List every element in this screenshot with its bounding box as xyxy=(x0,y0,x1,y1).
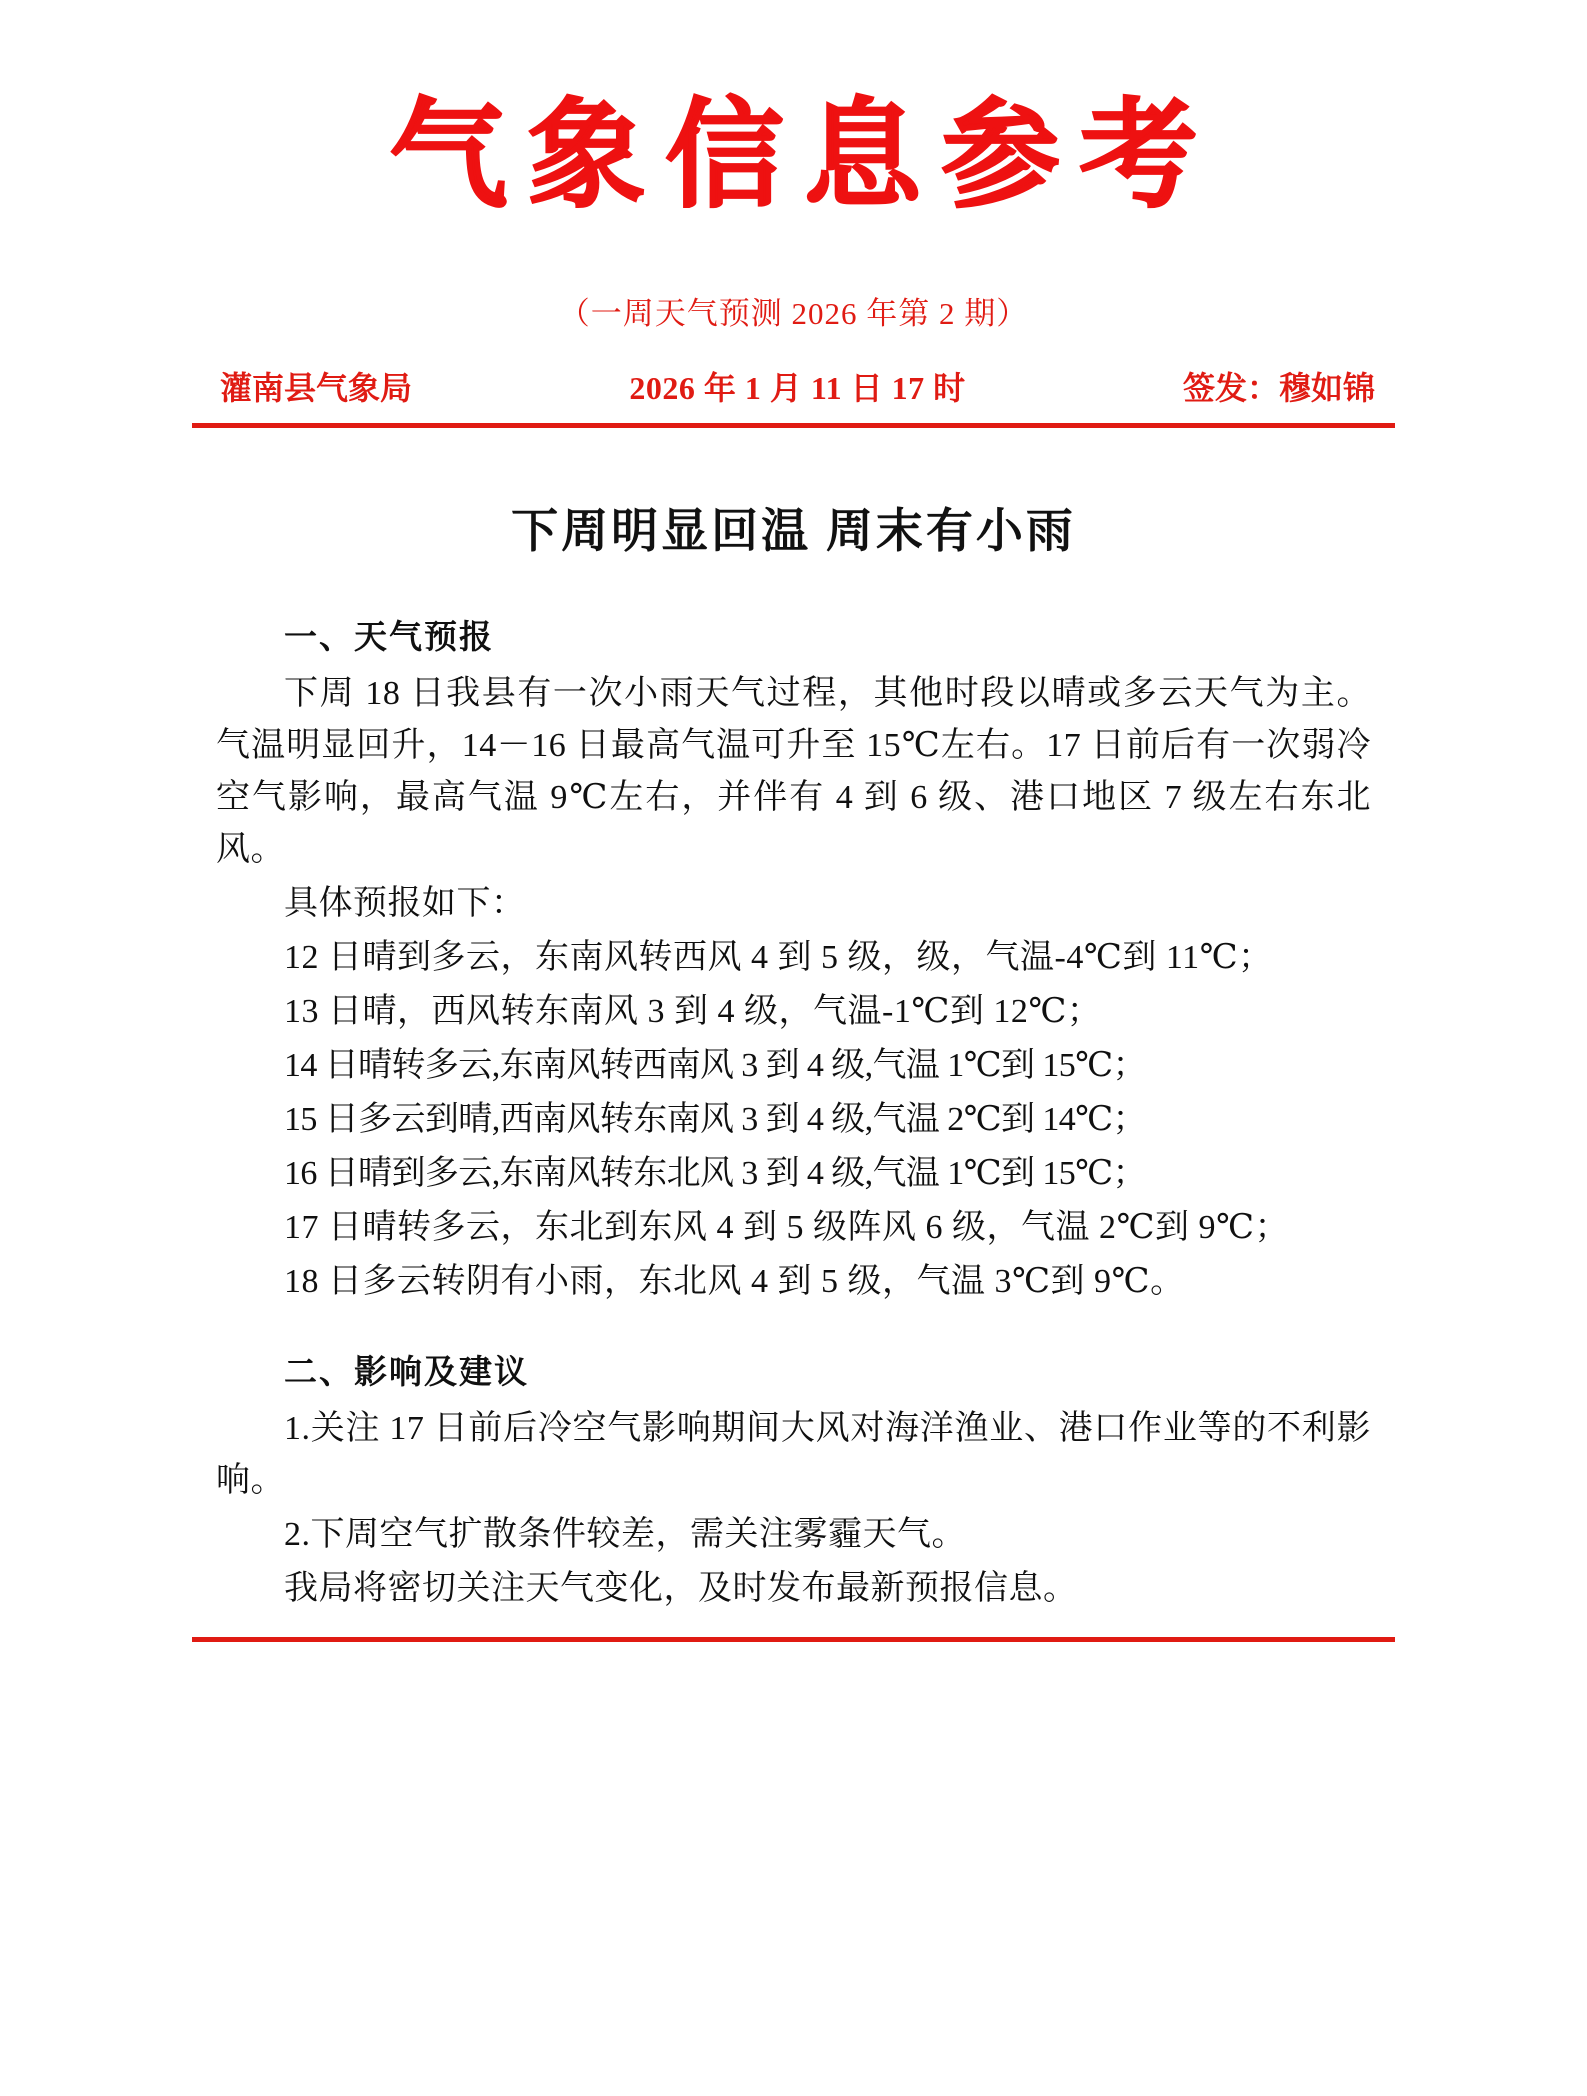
forecast-line-day-17: 17 日晴转多云，东北到东风 4 到 5 级阵风 6 级，气温 2℃到 9℃； xyxy=(284,1209,1290,1246)
footer-divider-rule xyxy=(192,1637,1395,1642)
page-title: 下周明显回温 周末有小雨 xyxy=(511,506,1076,558)
forecast-line-day-12: 12 日晴到多云，东南风转西风 4 到 5 级，级，气温-4℃到 11℃； xyxy=(284,939,1273,976)
forecast-line-day-14: 14 日晴转多云,东南风转西南风 3 到 4 级,气温 1℃到 15℃； xyxy=(284,1047,1146,1084)
paragraph: 下周 18 日我县有一次小雨天气过程，其他时段以晴或多云天气为主。气温明显回升，14－16 日最高气温可升至 15℃左右。17 日前后有一次弱冷空气影响，最高气温 9℃左右，并伴有 4 到 6 级、港口地区 7 级左右东北风。 xyxy=(216,675,1371,868)
section-heading-weather-forecast: 一、天气预报 xyxy=(284,617,494,656)
paragraph: 具体预报如下： xyxy=(284,885,526,922)
issuing-office: 灌南县气象局 xyxy=(220,370,413,406)
document-body xyxy=(192,611,1395,1615)
issuer-row xyxy=(192,363,1395,409)
signed-by: 签发：穆如锦 xyxy=(1182,370,1375,406)
advice-item-2: 2.下周空气扩散条件较差，需关注雾霾天气。 xyxy=(284,1516,966,1553)
masthead-title: 气象信息参考 xyxy=(389,86,1218,224)
forecast-line-day-18: 18 日多云转阴有小雨，东北风 4 到 5 级，气温 3℃到 9℃。 xyxy=(284,1263,1185,1300)
forecast-line-day-15: 15 日多云到晴,西南风转东南风 3 到 4 级,气温 2℃到 14℃； xyxy=(284,1101,1146,1138)
closing-statement: 我局将密切关注天气变化，及时发布最新预报信息。 xyxy=(284,1570,1078,1607)
masthead xyxy=(0,0,1587,333)
header-divider-rule xyxy=(192,423,1395,428)
masthead-subtitle: （一周天气预测 2026 年第 2 期） xyxy=(558,296,1029,331)
forecast-line-day-16: 16 日晴到多云,东南风转东北风 3 到 4 级,气温 1℃到 15℃； xyxy=(284,1155,1146,1192)
section-heading-impact-advice: 二、影响及建议 xyxy=(284,1352,529,1391)
issue-datetime: 2026 年 1 月 11 日 17 时 xyxy=(629,370,966,406)
forecast-line-day-13: 13 日晴，西风转东南风 3 到 4 级，气温-1℃到 12℃； xyxy=(284,993,1102,1030)
advice-item-1: 1.关注 17 日前后冷空气影响期间大风对海洋渔业、港口作业等的不利影响。 xyxy=(216,1410,1371,1499)
